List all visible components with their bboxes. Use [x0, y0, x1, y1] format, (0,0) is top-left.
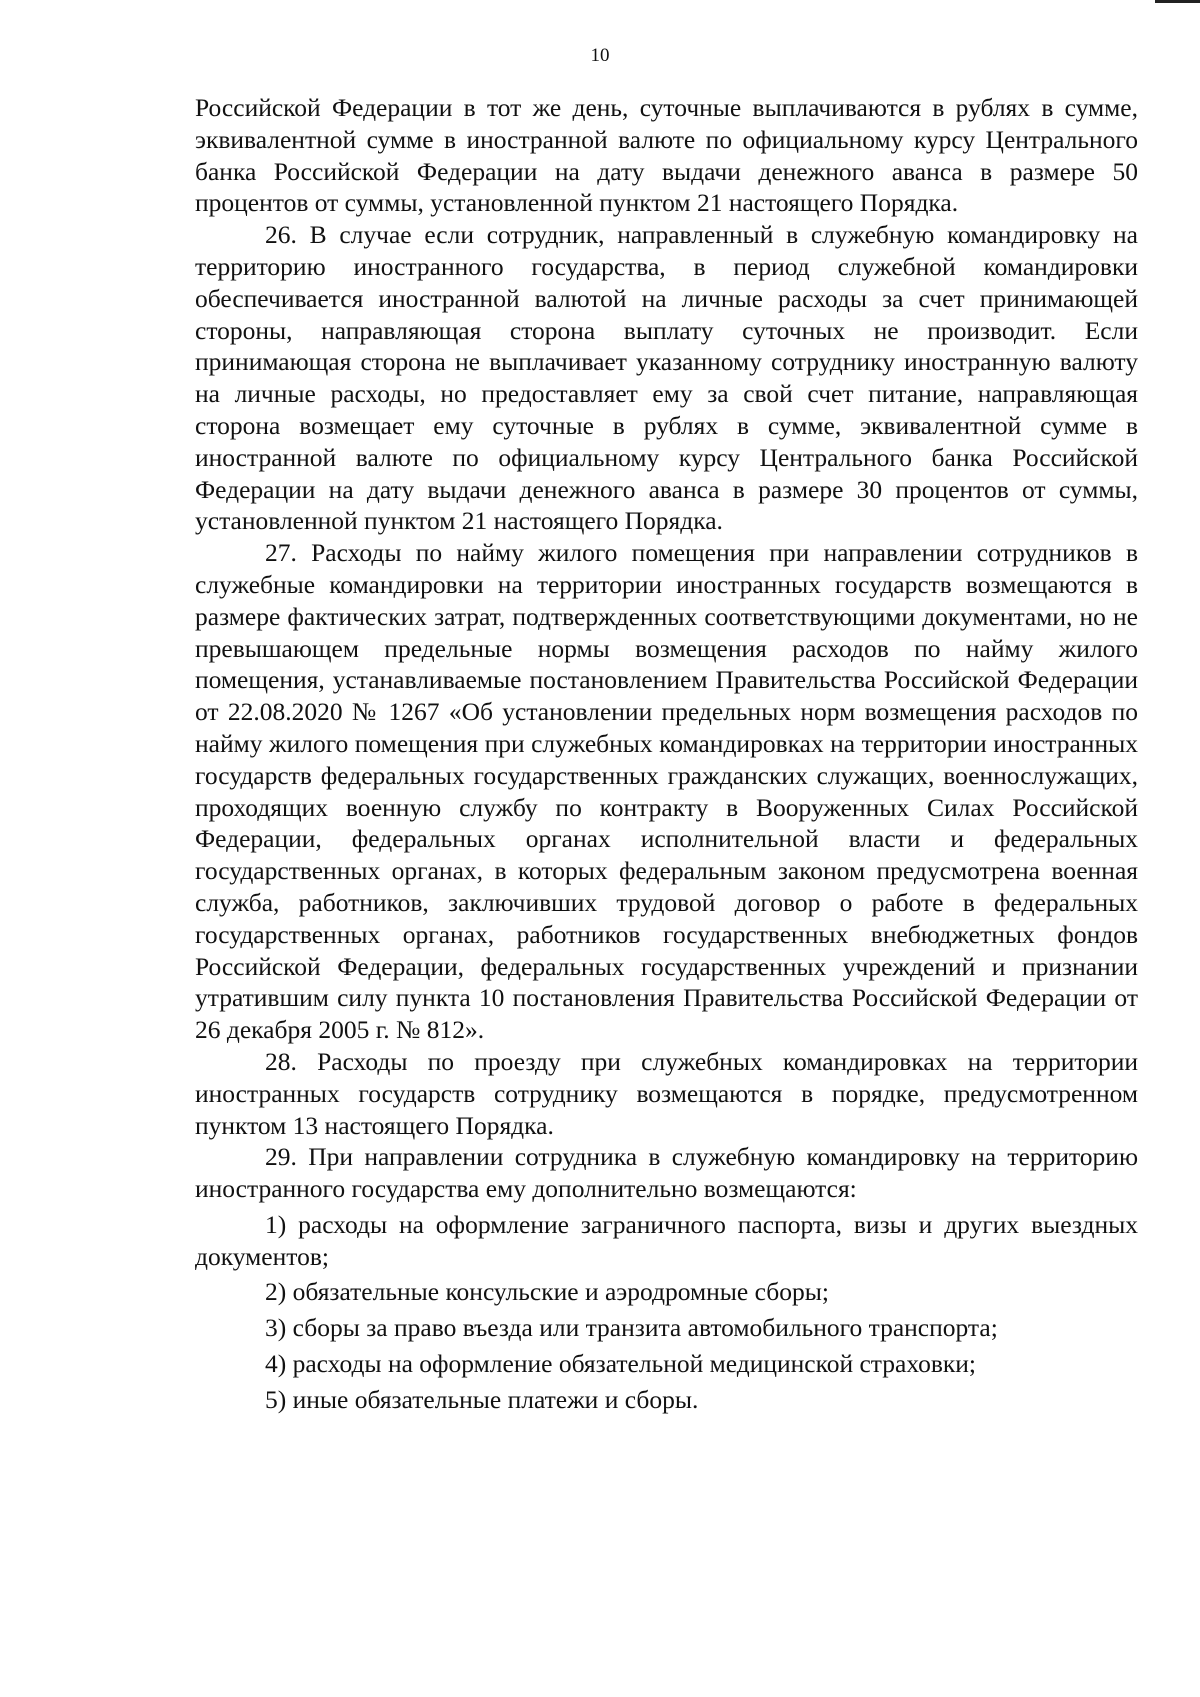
list-item-3: 3) сборы за право въезда или транзита автомобильного транспорта;: [265, 1313, 998, 1343]
paragraph-26: 26. В случае если сотрудник, направленный в служебную командировку на территорию иностранного государства, в период служебной командировки обеспечивается иностранной валютой на личные расходы за счет принимающей стороны, направляющая сторона выплату суточных не производит. Если принимающая сторона не выплачивает указанному сотруднику иностранную валюту на личные расходы, но предоставляет ему за свой счет питание, направляющая сторона возмещает ему суточные в рублях в сумме, эквивалентной сумме в иностранной валюте по официальному курсу Центрального банка Российской Федерации на дату выдачи денежного аванса в размере 30 процентов от суммы, установленной пунктом 21 настоящего Порядка.: [195, 220, 1138, 536]
list-item-5: 5) иные обязательные платежи и сборы.: [265, 1384, 699, 1414]
list-item-4: 4) расходы на оформление обязательной медицинской страховки;: [265, 1349, 977, 1379]
paragraph-27: 27. Расходы по найму жилого помещения при направлении сотрудников в служебные командировки на территории иностранных государств возмещаются в размере фактических затрат, подтвержденных соответствующими документами, но не превышающем предельные нормы возмещения расходов по найму жилого помещения, устанавливаемые постановлением Правительства Российской Федерации от 22.08.2020 № 1267 «Об установлении предельных норм возмещения расходов по найму жилого помещения при служебных командировках на территории иностранных государств федеральных государственных гражданских служащих, военнослужащих, проходящих военную службу по контракту в Вооруженных Силах Российской Федерации, федеральных органах исполнительной власти и федеральных государственных органах, в которых федеральным законом предусмотрена военная служба, работников, заключивших трудовой договор о работе в федеральных государственных органах, работников государственных внебюджетных фондов Российской Федерации, федеральных государственных учреждений и признании утратившим силу пункта 10 постановления Правительства Российской Федерации от 26 декабря 2005 г. № 812».: [195, 538, 1138, 1045]
page-number: 10: [590, 45, 610, 66]
list-item-2: 2) обязательные консульские и аэродромные сборы;: [265, 1277, 829, 1307]
paragraph-continuation: Российской Федерации в тот же день, суточные выплачиваются в рублях в сумме, эквивалентной сумме в иностранной валюте по официальному курсу Центрального банка Российской Федерации на дату выдачи денежного аванса в размере 50 процентов от суммы, установленной пунктом 21 настоящего Порядка.: [195, 93, 1138, 218]
document-body: [195, 92, 1138, 1416]
list-item-1: 1) расходы на оформление заграничного паспорта, визы и других выездных документов;: [195, 1209, 1138, 1271]
paragraph-29: 29. При направлении сотрудника в служебную командировку на территорию иностранного государства ему дополнительно возмещаются:: [195, 1142, 1138, 1204]
scan-edge-mark: [1155, 0, 1200, 3]
paragraph-28: 28. Расходы по проезду при служебных командировках на территории иностранных государств сотруднику возмещаются в порядке, предусмотренном пунктом 13 настоящего Порядка.: [195, 1046, 1138, 1140]
